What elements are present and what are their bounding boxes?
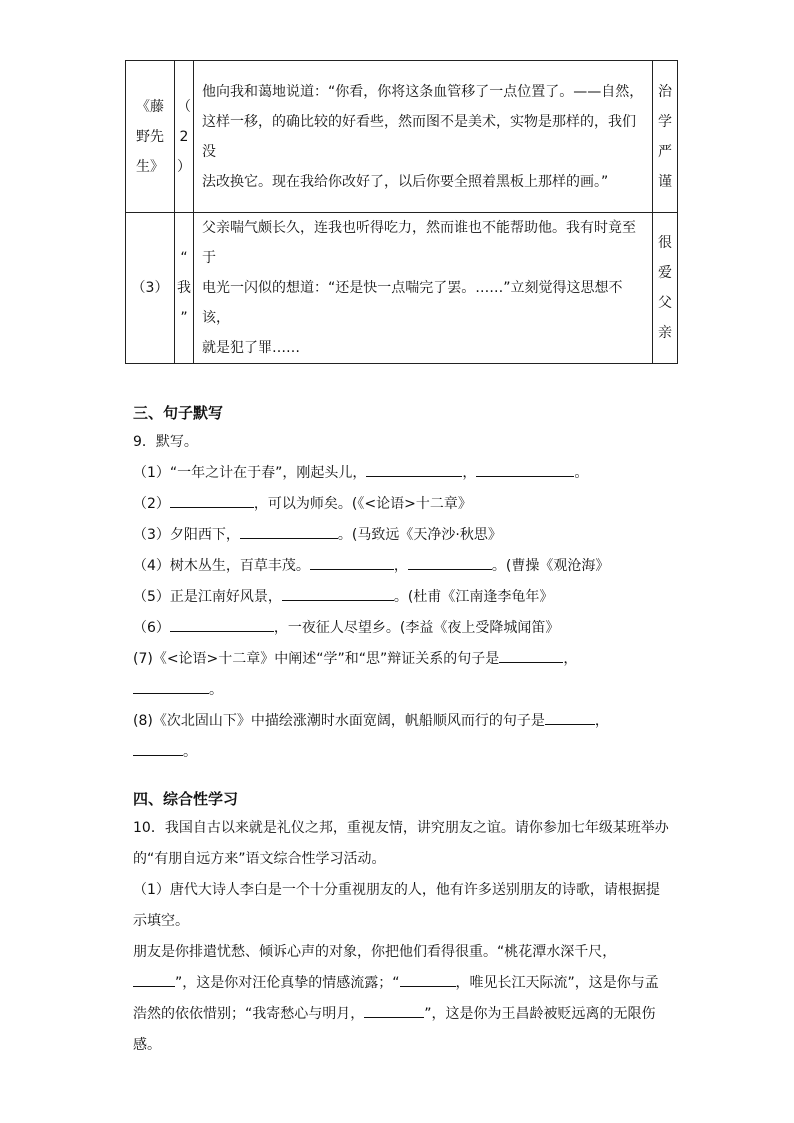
dictation-item-3: （3）夕阳西下， 。(马致远《天净沙·秋思》: [133, 524, 502, 544]
paragraph-line: 10．我国自古以来就是礼仪之邦，重视友情，讲究朋友之谊。请你参加七年级某班举办: [133, 820, 669, 836]
work-title-line: 生》: [136, 158, 164, 175]
trait-char: 严: [658, 143, 672, 160]
dictation-item-7-cont: 。: [133, 679, 223, 699]
paragraph-line: （1）唐代大诗人李白是一个十分重视朋友的人，他有许多送别朋友的诗歌，请根据提: [133, 882, 660, 898]
excerpt-line: 这样一移，的确比较的好看些，然而图不是美术，实物是那样的，我们没: [202, 113, 636, 160]
paragraph-line: ”，这是你对汪伦真挚的情感流露；“ ，唯见长江天际流”，这是你与孟: [133, 972, 659, 992]
dictation-item-7: (7)《<论语>十二章》中阐述“学”和“思”辩证关系的句子是 ，: [133, 648, 577, 668]
excerpt-line: 电光一闪似的想道：“还是快一点喘完了罢。……”立刻觉得这思想不该，: [202, 280, 623, 326]
answer-blank[interactable]: [499, 648, 563, 663]
trait-char: 爱: [658, 265, 672, 281]
dictation-item-2: （2） ，可以为师矣。(《<论语>十二章》: [133, 493, 472, 513]
number-char: 2: [179, 128, 189, 145]
answer-blank[interactable]: [400, 972, 456, 987]
answer-blank[interactable]: [133, 972, 175, 987]
excerpt-cell: [194, 61, 653, 213]
section-heading: 三、句子默写: [133, 404, 224, 422]
table-row: [126, 61, 678, 213]
trait-cell: [653, 213, 678, 364]
work-title-cell: [126, 213, 175, 364]
work-title-line: 《藤: [136, 98, 164, 115]
trait-char: 亲: [658, 325, 672, 341]
number-cell: [175, 213, 194, 364]
answer-blank[interactable]: [133, 679, 209, 694]
answer-blank[interactable]: [170, 617, 274, 632]
trait-char: 父: [658, 295, 672, 311]
trait-char: 学: [658, 113, 672, 130]
answer-blank[interactable]: [366, 462, 462, 477]
work-title-cell: [126, 61, 175, 213]
trait-char: 很: [658, 235, 672, 251]
number-cell: [175, 61, 194, 213]
dictation-item-4: （4）树木丛生，百草丰茂。 ， 。(曹操《观沧海》: [133, 555, 609, 575]
number-char: ）: [177, 158, 191, 175]
dictation-item-1: （1）“一年之计在于春”，刚起头儿， ， 。: [133, 462, 588, 482]
number-char: 我: [177, 280, 191, 296]
section-heading: 四、综合性学习: [133, 790, 239, 808]
excerpt-line: 法改换它。现在我给你改好了，以后你要全照着黑板上那样的画。”: [202, 173, 609, 190]
paragraph-line: 感。: [133, 1037, 161, 1053]
paragraph-line: 朋友是你排遣忧愁、倾诉心声的对象，你把他们看得很重。“桃花潭水深千尺，: [133, 944, 617, 960]
answer-blank[interactable]: [545, 710, 595, 725]
excerpt-line: 父亲喘气颇长久，连我也听得吃力，然而谁也不能帮助他。我有时竟至于: [202, 220, 636, 266]
answer-blank[interactable]: [282, 586, 394, 601]
excerpt-line: 他向我和蔼地说道：“你看，你将这条血管移了一点位置了。——自然，: [202, 83, 644, 100]
table-row: [126, 213, 678, 364]
reading-table: [125, 60, 678, 364]
trait-char: 谨: [658, 173, 672, 190]
dictation-item-8-cont: 。: [133, 741, 197, 761]
answer-blank[interactable]: [476, 462, 574, 477]
paragraph-line: 示填空。: [133, 913, 189, 929]
excerpt-cell: [194, 213, 653, 364]
number-char: （: [177, 98, 191, 115]
number-char: ”: [180, 310, 188, 326]
dictation-item-8: (8)《次北固山下》中描绘涨潮时水面宽阔，帆船顺风而行的句子是 ，: [133, 710, 609, 730]
answer-blank[interactable]: [364, 1003, 424, 1018]
work-title: （3）: [131, 280, 169, 296]
answer-blank[interactable]: [170, 493, 254, 508]
paragraph-line: 浩然的依依惜别；“我寄愁心与明月， ”，这是你为王昌龄被贬远离的无限伤: [133, 1003, 656, 1023]
answer-blank[interactable]: [133, 741, 183, 756]
paragraph-line: 的“有朋自远方来”语文综合性学习活动。: [133, 851, 386, 867]
excerpt-line: 就是犯了罪……: [202, 340, 300, 356]
answer-blank[interactable]: [310, 555, 394, 570]
trait-cell: [653, 61, 678, 213]
dictation-item-5: （5）正是江南好风景， 。(杜甫《江南逢李龟年》: [133, 586, 553, 606]
number-char: “: [180, 250, 188, 266]
answer-blank[interactable]: [408, 555, 492, 570]
work-title-line: 野先: [136, 128, 164, 145]
answer-blank[interactable]: [240, 524, 338, 539]
dictation-item-6: （6） ，一夜征人尽望乡。(李益《夜上受降城闻笛》: [133, 617, 559, 637]
question-title: 9．默写。: [133, 434, 198, 450]
trait-char: 治: [658, 83, 672, 100]
